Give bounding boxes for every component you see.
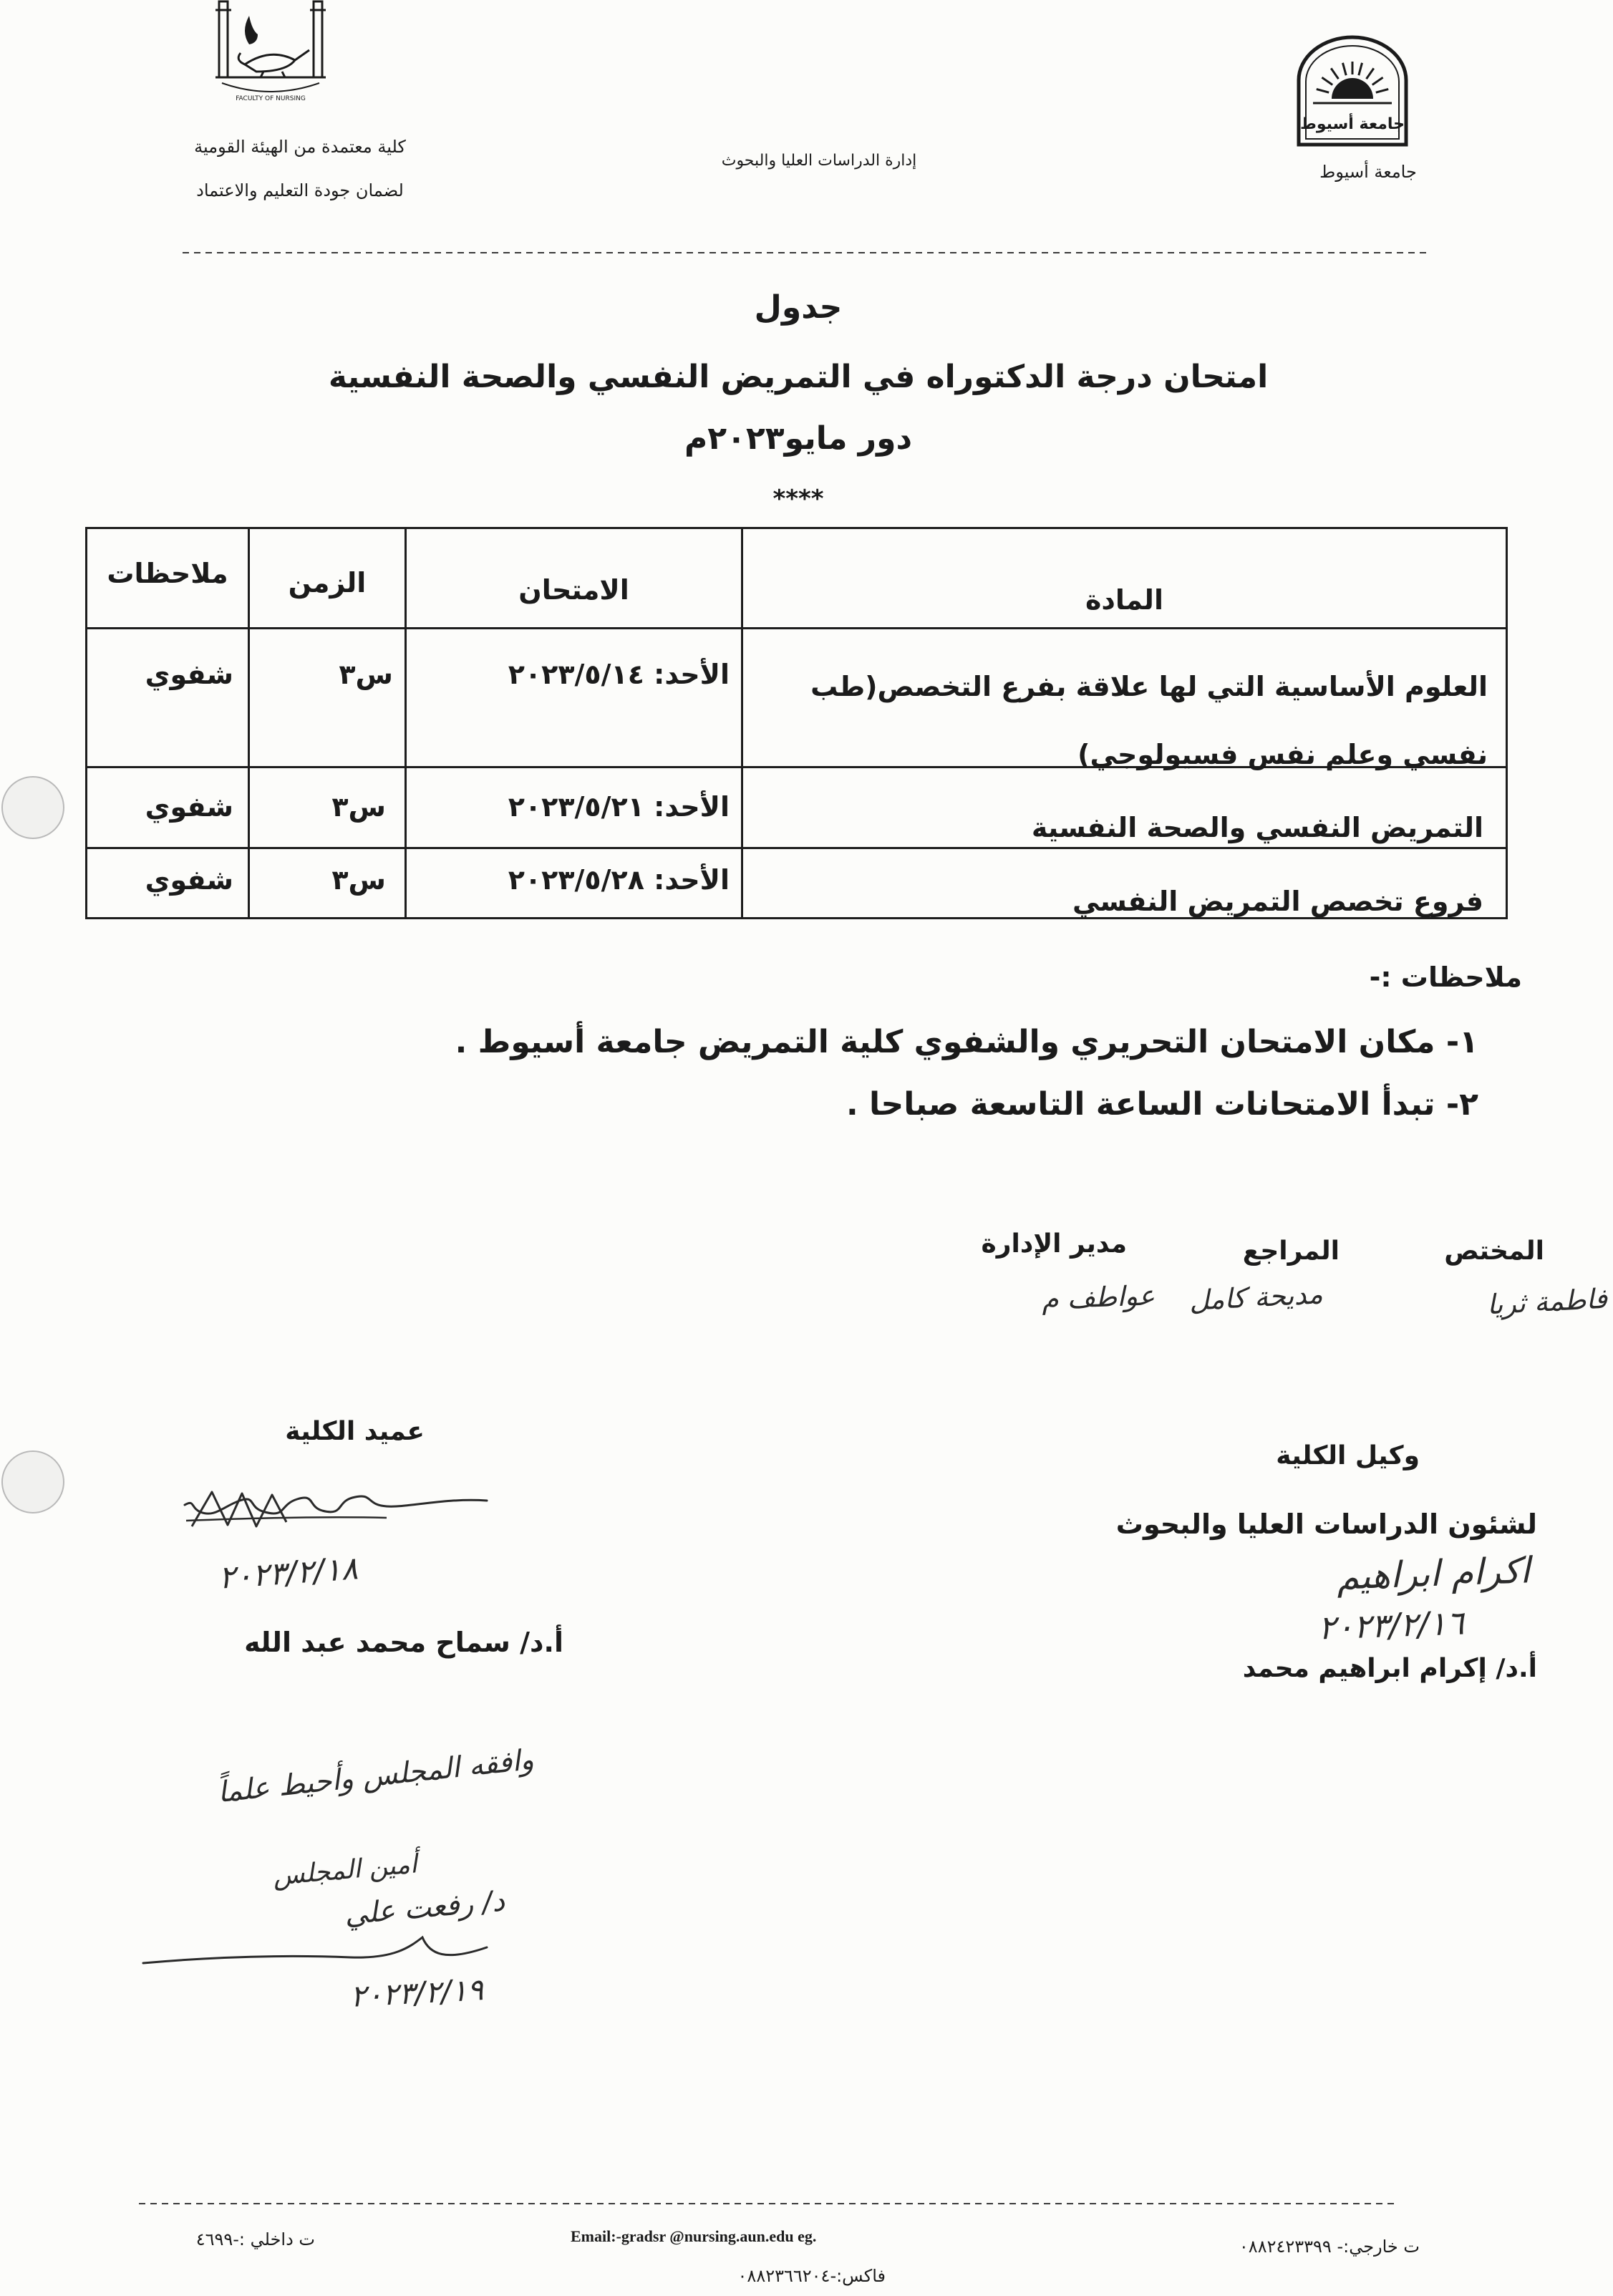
column-header-exam: الامتحان — [518, 574, 629, 606]
vice-dean-signature: اكرام ابراهيم — [1336, 1549, 1531, 1598]
faculty-logo-lettering: FACULTY OF NURSING — [236, 95, 306, 102]
column-header-subject: المادة — [1085, 584, 1163, 616]
dean-signature-scribble — [172, 1479, 494, 1544]
admin-manager-label: مدير الإدارة — [981, 1229, 1127, 1259]
vice-dean-signature-date: ٢٠٢٣/٢/١٦ — [1317, 1603, 1465, 1647]
university-logo-lettering: جامعة أسيوط — [1300, 115, 1405, 133]
header-cell-subject — [741, 529, 1506, 627]
header-cell-exam — [405, 529, 741, 627]
header-divider — [183, 252, 1428, 253]
table-header-row — [87, 529, 1506, 629]
council-signature-scribble — [136, 1926, 494, 1976]
header-cell-duration — [248, 529, 405, 627]
title-separator: **** — [772, 485, 824, 513]
table-row — [87, 629, 1506, 768]
council-secretary-title: أمين المجلس — [271, 1849, 419, 1891]
admin-manager-signature: عواطف م — [1041, 1279, 1156, 1315]
vice-dean-subtitle: لشئون الدراسات العليا والبحوث — [1115, 1508, 1537, 1540]
dean-name: أ.د/ سماح محمد عبد الله — [244, 1627, 563, 1658]
exam-date: الأحد: ٢٠٢٣/٥/١٤ — [508, 659, 730, 690]
exam-session: دور مايو٢٠٢٣م — [684, 420, 913, 457]
cell-duration — [248, 768, 405, 847]
footer-divider — [139, 2203, 1398, 2204]
cell-exam — [405, 849, 741, 917]
table-row — [87, 768, 1506, 849]
cell-notes — [87, 768, 248, 847]
cell-duration — [248, 629, 405, 766]
column-header-notes: ملاحظات — [107, 558, 228, 589]
internal-phone: ت داخلي :-٤٦٩٩ — [195, 2229, 315, 2249]
faculty-accreditation-line2: لضمان جودة التعليم والاعتماد — [196, 180, 404, 200]
punch-hole — [1, 1450, 64, 1513]
contact-email: Email:-gradsr @nursing.aun.edu eg. — [571, 2227, 817, 2245]
subject-text: العلوم الأساسية التي لها علاقة بفرع التخصص(طب — [810, 671, 1488, 702]
notes-heading: ملاحظات :- — [1369, 961, 1522, 993]
exam-type: شفوي — [145, 791, 233, 823]
faculty-accreditation-line1: كلية معتمدة من الهيئة القومية — [194, 137, 406, 157]
department-name: إدارة الدراسات العليا والبحوث — [721, 152, 917, 170]
document-label: جدول — [754, 289, 843, 326]
note-item: ١- مكان الامتحان التحريري والشفوي كلية التمريض جامعة أسيوط . — [455, 1024, 1478, 1060]
exam-duration: ٣س — [339, 659, 393, 690]
exam-type: شفوي — [145, 659, 233, 690]
cell-subject — [741, 768, 1506, 847]
cell-notes — [87, 629, 248, 766]
cell-exam — [405, 768, 741, 847]
exam-date: الأحد: ٢٠٢٣/٥/٢٨ — [508, 864, 730, 896]
subject-text: فروع تخصص التمريض النفسي — [1072, 886, 1483, 917]
council-note-date: ٢٠٢٣/٢/١٩ — [349, 1972, 485, 2014]
reviewer-signature: مديحة كامل — [1188, 1278, 1324, 1317]
note-item: ٢- تبدأ الامتحانات الساعة التاسعة صباحا . — [846, 1086, 1478, 1123]
exam-schedule-table — [85, 527, 1508, 919]
council-secretary-name: د/ رفعت علي — [343, 1884, 506, 1932]
cell-subject — [741, 629, 1506, 770]
subject-text: نفسي وعلم نفس فسيولوجي) — [1077, 739, 1488, 770]
external-phone: ت خارجي:- ٠٨٨٢٤٢٣٣٩٩ — [1239, 2237, 1420, 2257]
cell-duration — [248, 849, 405, 917]
reviewer-label: المراجع — [1242, 1236, 1340, 1266]
page-title: امتحان درجة الدكتوراه في التمريض النفسي والصحة النفسية — [328, 359, 1269, 395]
table-row — [87, 849, 1506, 917]
dean-title: عميد الكلية — [285, 1417, 425, 1446]
header-cell-notes — [87, 529, 248, 627]
faculty-of-nursing-logo — [213, 0, 328, 107]
subject-text: التمريض النفسي والصحة النفسية — [1031, 812, 1483, 843]
council-approval-note: وافقه المجلس وأحيط علماً — [215, 1743, 536, 1810]
cell-subject — [741, 849, 1506, 917]
assiut-university-logo — [1294, 33, 1410, 149]
exam-duration: ٣س — [331, 791, 386, 823]
exam-type: شفوي — [145, 864, 233, 896]
dean-signature-date: ٢٠٢٣/٢/١٨ — [217, 1550, 359, 1597]
specialist-label: المختص — [1444, 1236, 1544, 1266]
punch-hole — [1, 776, 64, 839]
specialist-signature: فاطمة ثريا — [1486, 1282, 1609, 1321]
vice-dean-name: أ.د/ إكرام ابراهيم محمد — [1242, 1654, 1537, 1683]
university-name: جامعة أسيوط — [1319, 162, 1417, 182]
column-header-duration: الزمن — [288, 567, 367, 599]
fax-number: فاكس:-٠٨٨٢٣٦٦٢٠٤ — [737, 2266, 886, 2286]
exam-duration: ٣س — [331, 864, 386, 896]
vice-dean-title: وكيل الكلية — [1276, 1441, 1420, 1471]
cell-exam — [405, 629, 741, 766]
exam-date: الأحد: ٢٠٢٣/٥/٢١ — [508, 791, 730, 823]
cell-notes — [87, 849, 248, 917]
